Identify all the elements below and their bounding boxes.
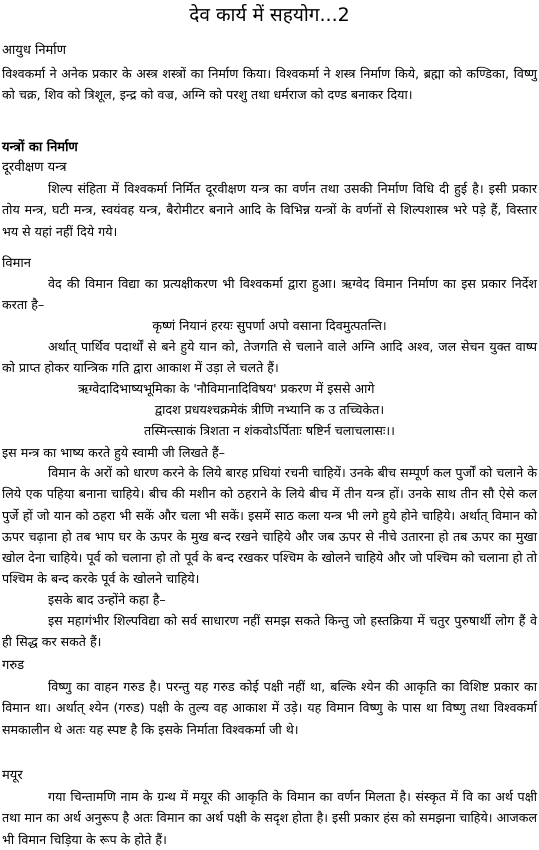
paragraph-garud: विष्णु का वाहन गरुड है। परन्तु यह गरुड कोई पक्षी नहीं था, बल्कि श्येन की आकृति का विशिष्ट प्रकार का विमान था। अर्थात् श्येन (गरुड) पक्षी के तुल्य वह आकाश में उड़े। यह विमान विष्णु के पास था विष्णु तथा विश्वकर्मा समकालीन थे अतः यह स्पष्ट है कि इसके निर्माता विश्वकर्मा जी थे।: [2, 679, 537, 737]
paragraph-bhashya: विमान के अरों को धारण करने के लिये बारह प्रधियां रचनी चाहियें। उनके बीच सम्पूर्ण कल पुर्जों को चलाने के लिये एक पहिया बनाना चाहिये। बीच की मशीन को ठहराने के लिये बीच में तीन यन्त्र हों। उनके साथ तीन सौ ऐसे कल पुर्जे हों जो यान को ठहरा भी सकें और चला भी सकें। इसमें साठ कला यन्त्र भी लगे हुये होने चाहिये। अर्थात् विमान को ऊपर चढ़ाना हो तब भाप घर के ऊपर के मुख बन्द रखने चाहिये और जब ऊपर से नीचे उतारना हो तब ऊपर का मुखा खोल देना चाहिये। पूर्व को चलाना हो तो पूर्व के बन्द रखकर पश्चिम के खोलने चाहिये और जो पश्चिम को चलाना हो तो पश्चिम के बन्द करके पूर्व के खोलने चाहिये।: [2, 465, 537, 587]
section-heading-ayudh: आयुध निर्माण: [2, 43, 67, 58]
paragraph-quote-intro: इसके बाद उन्होंने कहा है–: [48, 592, 166, 607]
verse-reference: ऋग्वेदादिभाष्यभूमिका के 'नौविमानादिविषय' प्रकरण में इससे आगे: [78, 381, 375, 396]
paragraph-ayudh: विश्वकर्मा ने अनेक प्रकार के अस्त्र शस्त्रों का निर्माण किया। विश्वकर्मा ने शस्त्र निर्माण किये, ब्रह्मा को कण्डिका, विष्णु को चक्र, शिव को त्रिशूल, इन्द्र को वज्र, अग्नि को परशु तथा धर्मराज को दण्ड बनाकर दिया।: [2, 66, 537, 103]
paragraph-telescope: शिल्प संहिता में विश्वकर्मा निर्मित दूरवीक्षण यन्त्र का वर्णन तथा उसकी निर्माण विधि दी हुई है। इसी प्रकार तोय मन्त्र, घटी मन्त्र, स्वयंवह यन्त्र, बैरोमीटर बनाने आदि के विभिन्न यन्त्रों के वर्णनों से शिल्पशास्त्र भरे पड़े हैं, विस्तार भय से यहां नहीं दिये गये।: [2, 181, 537, 239]
section-heading-viman: विमान: [2, 256, 31, 271]
section-heading-mayur: मयूर: [2, 768, 23, 783]
paragraph-viman-meaning: अर्थात् पार्थिव पदार्थों से बने हुये यान को, तेजगति से चलाने वाले अग्नि आदि अश्व, जल सेचन युक्त वाष्प को प्राप्त होकर यान्त्रिक गति द्वारा आकाश में उड़ा ले चलते हैं।: [2, 339, 537, 376]
page-title: देव कार्य में सहयोग...2: [189, 4, 350, 26]
verse-krishnam: कृष्णं नियानं हरयः सुपर्णा अपो वसाना दिवमुत्पतन्ति।: [152, 318, 387, 333]
subheading-telescope: दूरवीक्षण यन्त्र: [2, 160, 67, 175]
section-heading-yantra: यन्त्रों का निर्माण: [2, 140, 78, 155]
paragraph-bhashya-intro: इस मन्त्र का भाष्य करते हुये स्वामी जी लिखते हैं–: [2, 445, 225, 460]
section-heading-garud: गरुड: [2, 658, 25, 673]
paragraph-mayur: गया चिन्तामणि नाम के ग्रन्थ में मयूर की आकृति के विमान का वर्णन मिलता है। संस्कृत में वि का अर्थ पक्षी तथा मान का अर्थ अनुरूप है अतः विमान का अर्थ पक्षी के सदृश होता है। इसी प्रकार हंस को समझना चाहिये। आजकल भी विमान चिड़िया के रूप के होते हैं।: [2, 789, 537, 847]
verse-dwadash: द्वादश प्रधयश्चक्रमेकं त्रीणि नभ्यानि क उ तच्चिकेत।: [154, 402, 385, 417]
paragraph-shilpavidya: इस महागंभीर शिल्पविद्या को सर्व साधारण नहीं समझ सकते किन्तु जो हस्तक्रिया में चतुर पुरुषार्थी लोग हैं वे ही सिद्ध कर सकते हैं।: [2, 613, 537, 650]
verse-tasmin: तस्मिन्त्साकं त्रिशता न शंकवोऽर्पिताः षष्टिर्न चलाचलासः।।: [144, 423, 395, 438]
paragraph-viman-intro: वेद की विमान विद्या का प्रत्यक्षीकरण भी विश्वकर्मा द्वारा हुआ। ऋग्वेद विमान निर्माण का इस प्रकार निर्देश करता है–: [2, 276, 537, 313]
